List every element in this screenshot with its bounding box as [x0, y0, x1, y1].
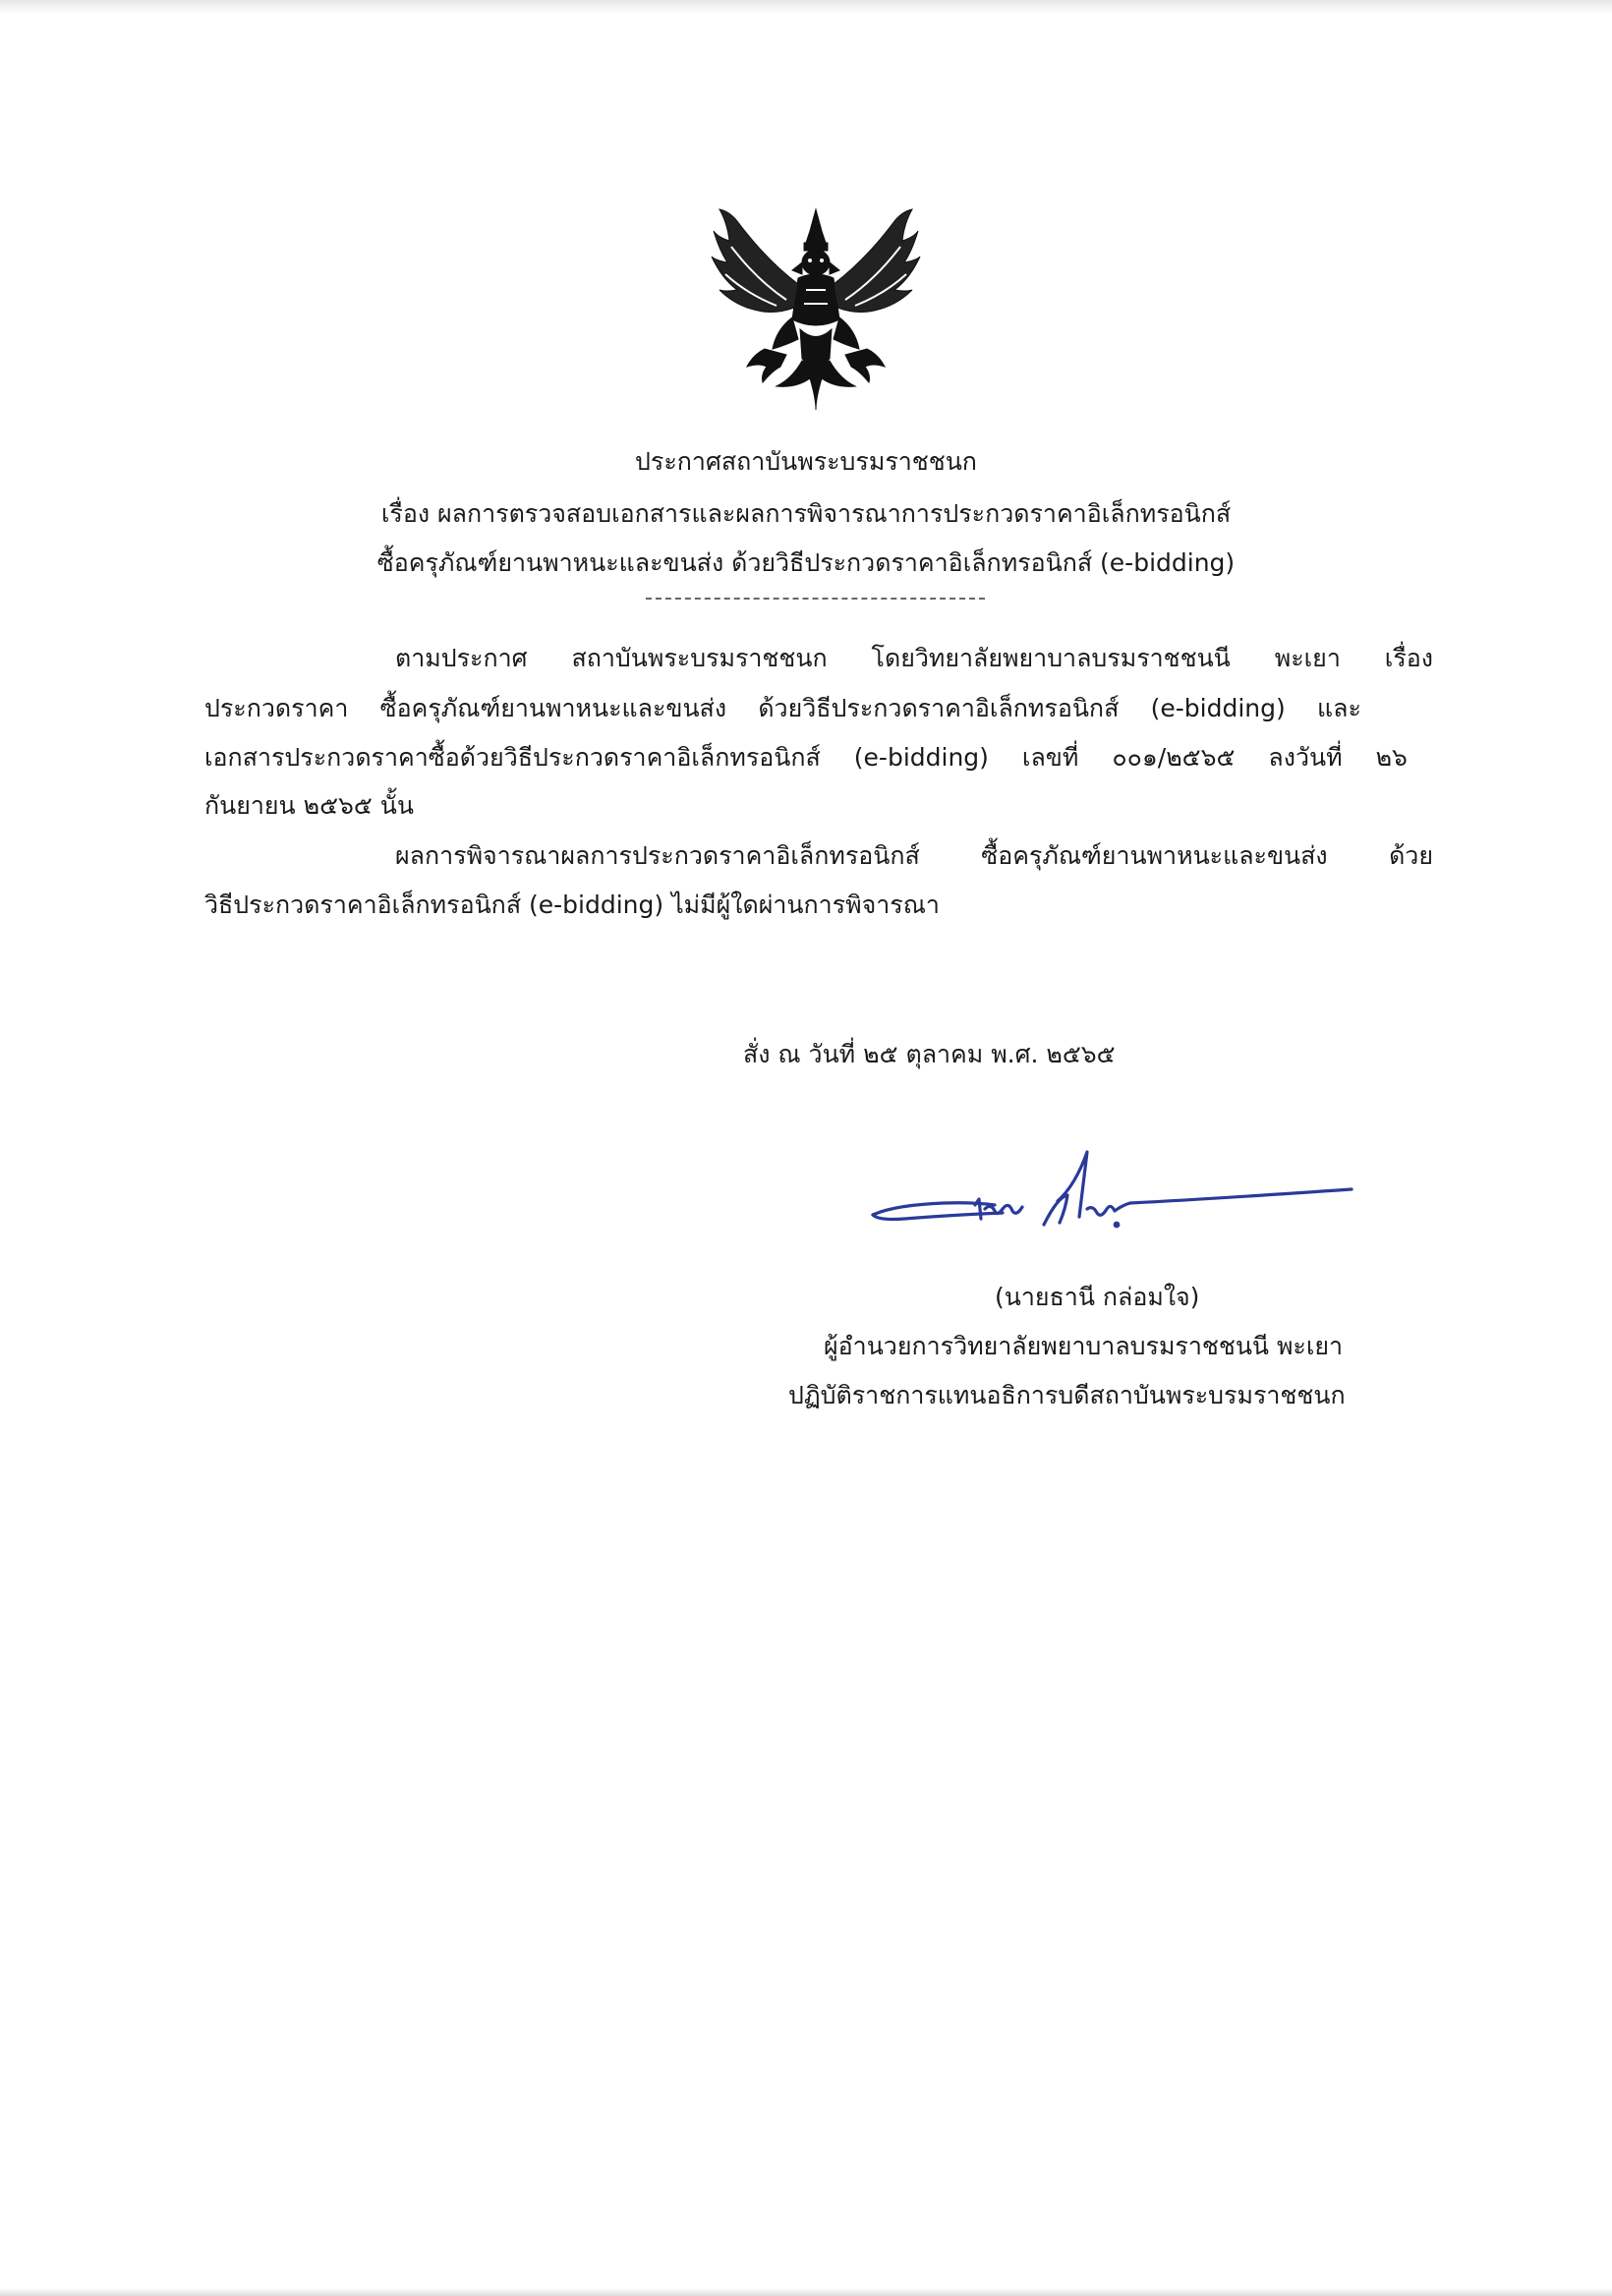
subject-line-2: ซื้อครุภัณฑ์ยานพาหนะและขนส่ง ด้วยวิธีประกวดราคาอิเล็กทรอนิกส์ (e-bidding)	[376, 548, 1236, 577]
announcement-title: ประกาศสถาบันพระบรมราชชนก	[635, 447, 977, 476]
scan-edge-bottom	[0, 2288, 1612, 2296]
garuda-emblem-icon	[708, 201, 924, 413]
paragraph2-line2: วิธีประกวดราคาอิเล็กทรอนิกส์ (e-bidding) ไม่มีผู้ใดผ่านการพิจารณา	[204, 890, 940, 919]
order-date: สั่ง ณ วันที่ ๒๕ ตุลาคม พ.ศ. ๒๕๖๕	[743, 1040, 1116, 1068]
paragraph1-line4: กันยายน ๒๕๖๕ นั้น	[204, 791, 414, 820]
header-separator	[646, 598, 985, 600]
paragraph1-line1: ตามประกาศ สถาบันพระบรมราชชนก โดยวิทยาลัยพยาบาลบรมราชชนนี พะเยา เรื่อง	[395, 644, 1433, 672]
paragraph2-line1: ผลการพิจารณาผลการประกวดราคาอิเล็กทรอนิกส์ ซื้อครุภัณฑ์ยานพาหนะและขนส่ง ด้วย	[395, 841, 1433, 870]
subject-line-1: เรื่อง ผลการตรวจสอบเอกสารและผลการพิจารณาการประกวดราคาอิเล็กทรอนิกส์	[380, 499, 1232, 528]
paragraph1-line2: ประกวดราคา ซื้อครุภัณฑ์ยานพาหนะและขนส่ง ด้วยวิธีประกวดราคาอิเล็กทรอนิกส์ (e-bidding) และ	[204, 694, 1361, 722]
paragraph1-line3: เอกสารประกวดราคาซื้อด้วยวิธีประกวดราคาอิเล็กทรอนิกส์ (e-bidding) เลขที่ ๐๐๑/๒๕๖๕ ลงวันที่ ๒๖	[204, 743, 1408, 772]
signatory-position-1: ผู้อำนวยการวิทยาลัยพยาบาลบรมราชชนนี พะเยา	[824, 1332, 1344, 1360]
signatory-position-2: ปฏิบัติราชการแทนอธิการบดีสถาบันพระบรมราชชนก	[788, 1381, 1346, 1409]
handwritten-signature	[865, 1140, 1361, 1253]
scan-edge-top	[0, 0, 1612, 14]
signatory-name: (นายธานี กล่อมใจ)	[995, 1283, 1200, 1311]
